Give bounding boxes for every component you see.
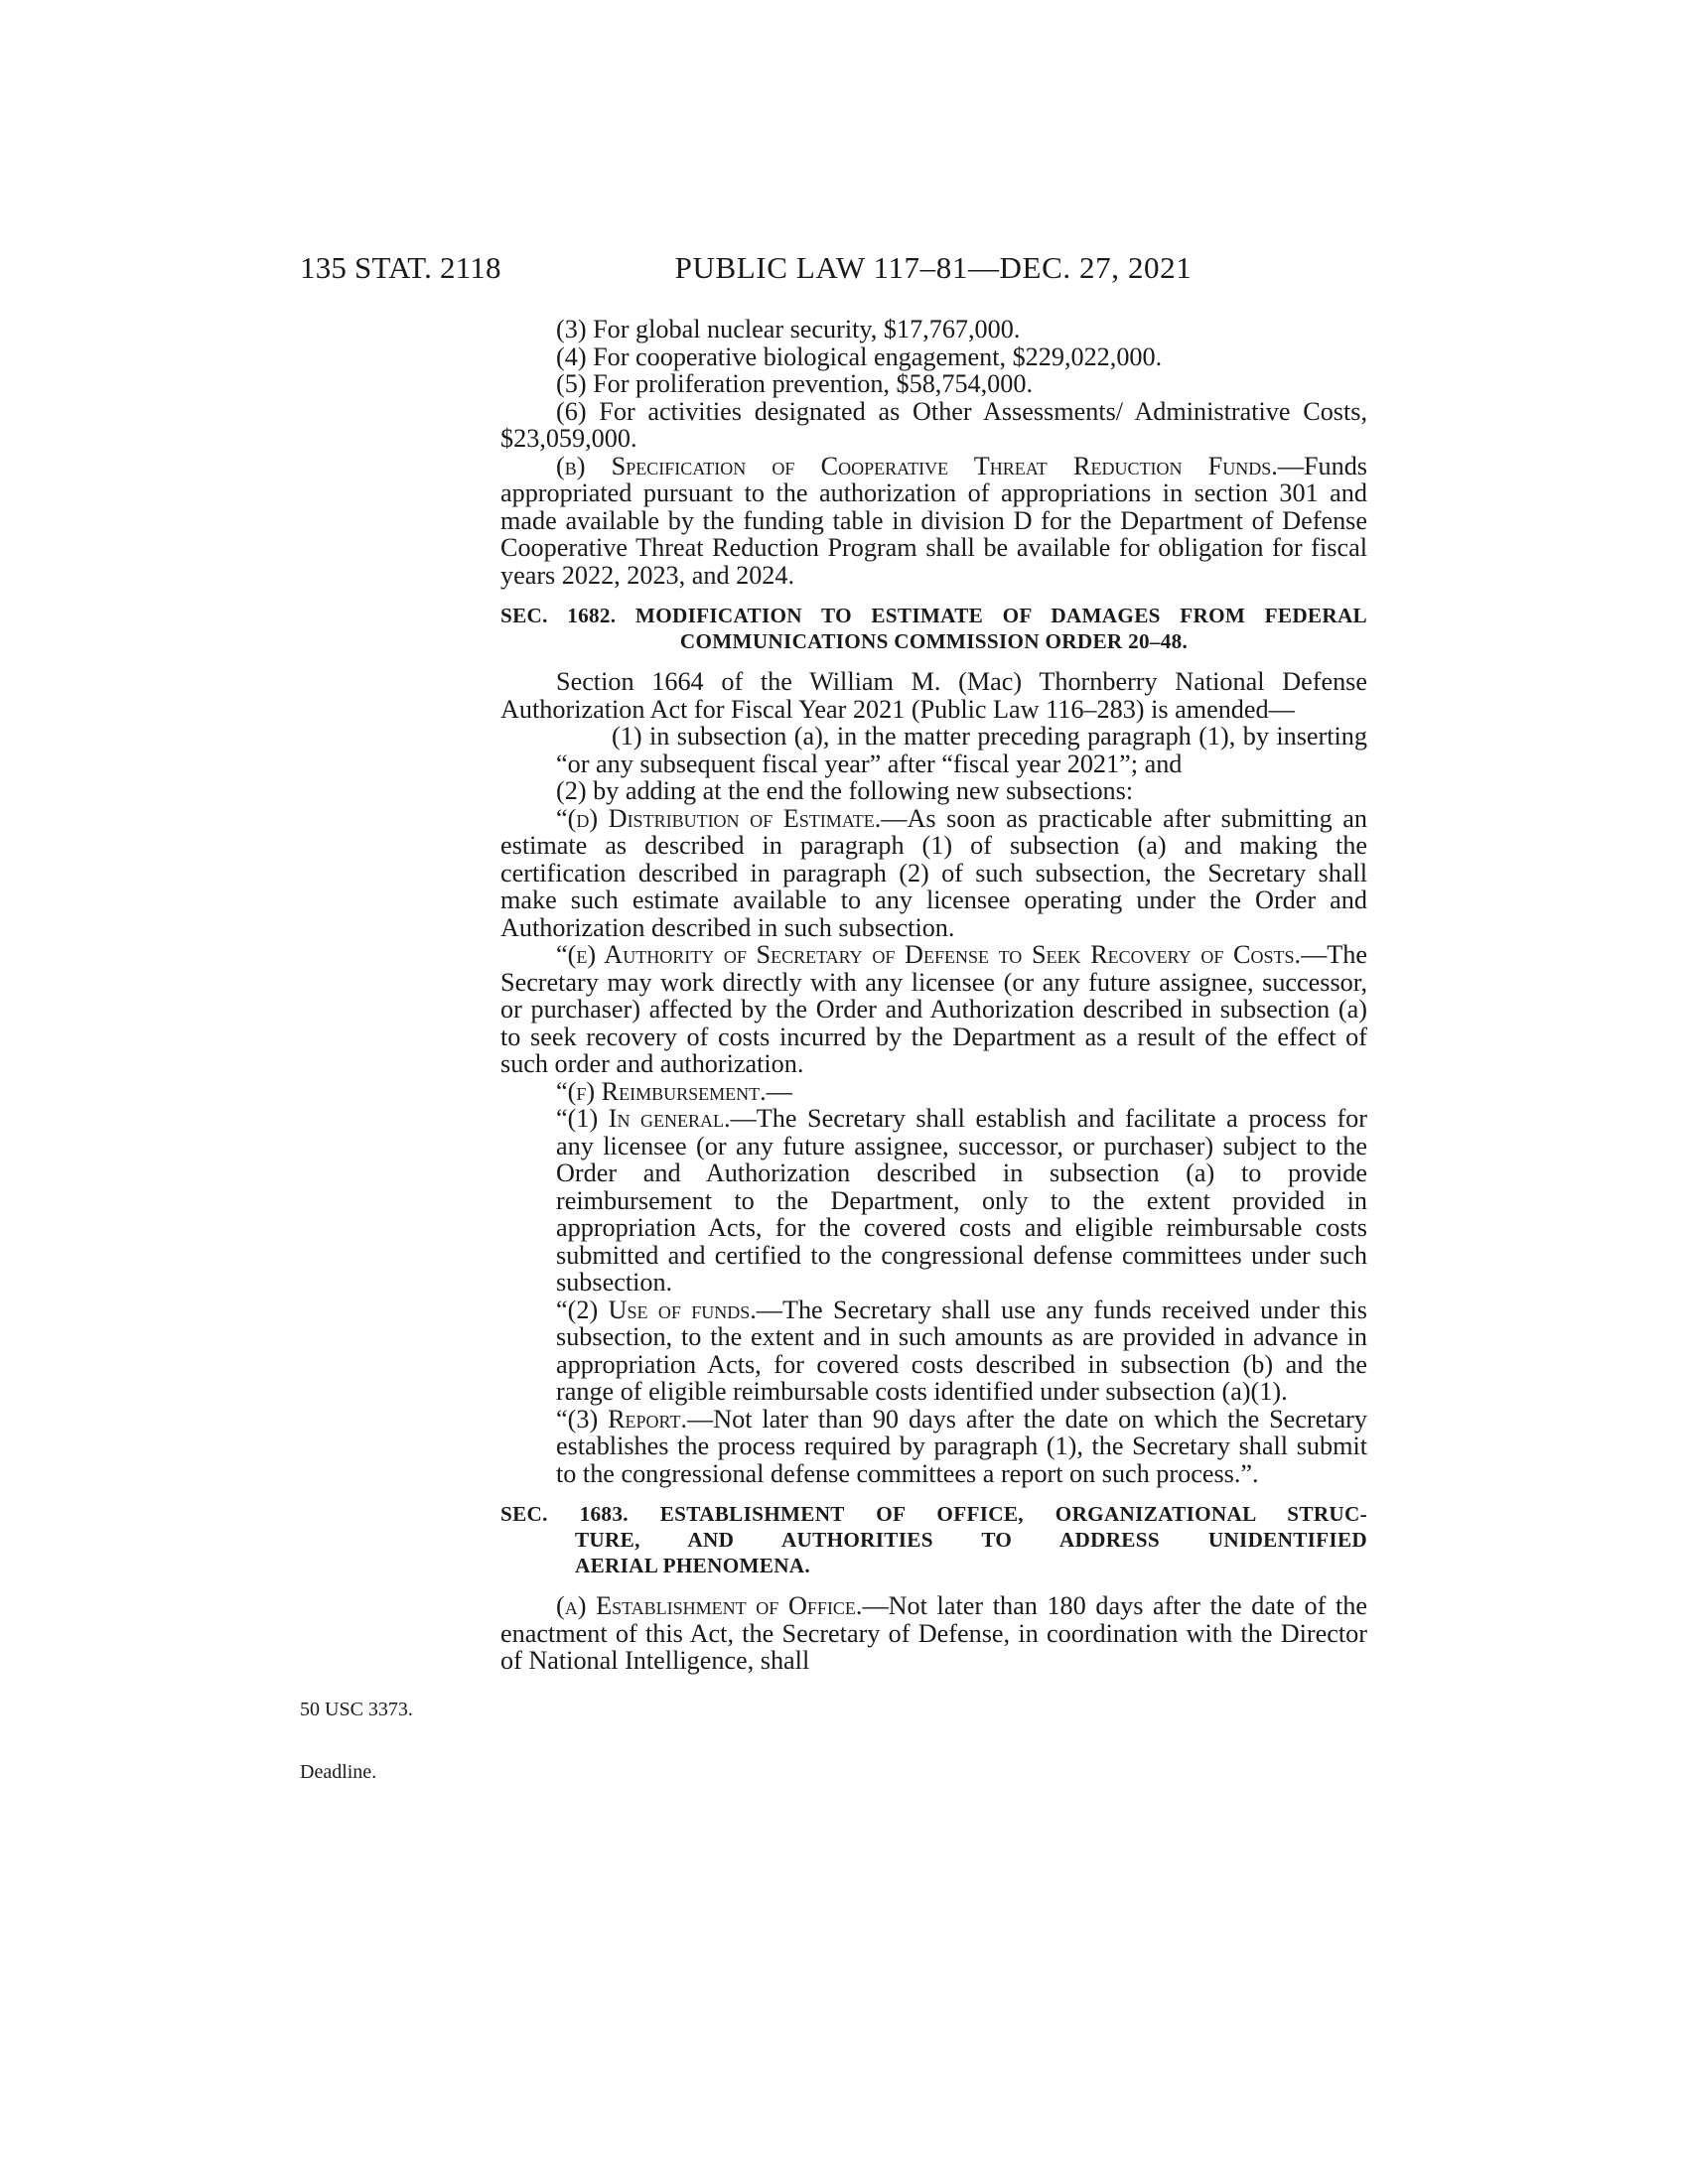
page-stat-citation: 135 STAT. 2118 [300, 250, 501, 285]
document-body [500, 316, 1367, 1675]
subsection-d-heading: “(d) Distribution of Estimate. [556, 803, 882, 833]
section-1683-heading-line1: SEC. 1683. ESTABLISHMENT OF OFFICE, ORGANIZATIONAL STRUC- [500, 1502, 1367, 1526]
subsection-d [500, 805, 1367, 942]
item-3: (3) For global nuclear security, $17,767,000. [556, 315, 1021, 343]
subsection-b-heading: (b) Specification of Cooperative Threat Reduction Funds. [556, 451, 1278, 480]
subsection-f-paragraphs [556, 1105, 1367, 1487]
section-1682-amendments [556, 723, 1367, 777]
paragraph-f1-heading: “(1) In general. [556, 1104, 731, 1133]
section-1683-subsection-a-heading: (a) Establishment of Office. [556, 1591, 863, 1620]
amendment-2: (2) by adding at the end the following new subsections: [556, 776, 1134, 805]
paragraph-f2-text: —The Secretary shall use any funds received under this subsection, to the extent and in such amounts as are provided in advance in appropriation Acts, for covered costs described in subsection (b) and the range of eligible reimbursable costs identified under subsection (a)(1). [556, 1295, 1367, 1406]
paragraph-f3-text: —Not later than 90 days after the date on which the Secretary establishes the process required by paragraph (1), the Secretary shall submit to the congressional defense committees a report on such process.”. [556, 1404, 1367, 1488]
section-1682-heading [500, 603, 1367, 654]
paragraph-f1 [556, 1105, 1367, 1297]
section-1683-subsection-a-text: —Not later than 180 days after the date of the enactment of this Act, the Secretary of Defense, in coordination with the Director of National Intelligence, shall [500, 1591, 1367, 1675]
section-1683-heading-line2: TURE, AND AUTHORITIES TO ADDRESS UNIDENTIFIED [575, 1528, 1367, 1552]
subsection-e-heading: “(e) Authority of Secretary of Defense to Seek Recovery of Costs. [556, 940, 1302, 969]
item-4: (4) For cooperative biological engagement, $229,022,000. [556, 341, 1163, 371]
subsection-b [500, 453, 1367, 590]
subsection-b-text: —Funds appropriated pursuant to the authorization of appropriations in section 301 and made available by the funding table in division D for the Department of Defense Cooperative Threat Reduction Program shall be available for obligation for fiscal years 2022, 2023, and 2024. [500, 451, 1367, 590]
page-running-title: PUBLIC LAW 117–81—DEC. 27, 2021 [674, 250, 1193, 285]
section-1683-heading [500, 1501, 1367, 1578]
item-5: (5) For proliferation prevention, $58,754,000. [556, 369, 1034, 398]
paragraph-f3 [556, 1406, 1367, 1488]
margin-note-usc: 50 USC 3373. [300, 1699, 413, 1720]
section-1682-heading-line1: SEC. 1682. MODIFICATION TO ESTIMATE OF DAMAGES FROM FEDERAL [500, 604, 1367, 627]
subsection-e-text: —The Secretary may work directly with any licensee (or any future assignee, successor, or purchaser) affected by the Order and Authorization described in subsection (a) to seek recovery of costs incurred by the Department as a result of the effect of such order and authorization. [500, 940, 1367, 1078]
subsection-f [500, 1078, 1367, 1106]
subsection-e [500, 941, 1367, 1078]
item-6: (6) For activities designated as Other Assessments/ Administrative Costs, $23,059,000. [500, 396, 1367, 453]
paragraph-f2 [556, 1297, 1367, 1406]
subsection-f-text: — [766, 1076, 792, 1106]
section-1682-heading-line2: COMMUNICATIONS COMMISSION ORDER 20–48. [679, 629, 1189, 653]
amendment-1: (1) in subsection (a), in the matter preceding paragraph (1), by inserting “or any subsequent fiscal year” after “fiscal year 2021”; and [556, 722, 1367, 778]
section-1683-heading-line3: AERIAL PHENOMENA. [575, 1554, 811, 1577]
paragraph-f3-heading: “(3) Report. [556, 1404, 688, 1433]
section-1683-subsection-a [500, 1592, 1367, 1675]
paragraph-f2-heading: “(2) Use of funds. [556, 1295, 757, 1324]
margin-note-deadline: Deadline. [300, 1761, 377, 1783]
paragraph-f1-text: —The Secretary shall establish and facilitate a process for any licensee (or any future assignee, successor, or purchaser) subject to the Order and Authorization described in subsection (a) to provide reimbursement to the Department, only to the extent provided in appropriation Acts, for the covered costs and eligible reimbursable costs submitted and certified to the congressional defense committees under such subsection. [556, 1104, 1367, 1297]
subsection-d-text: —As soon as practicable after submitting an estimate as described in paragraph (1) of subsection (a) and making the certification described in paragraph (2) of such subsection, the Secretary shall make such estimate available to any licensee operating under the Order and Authorization described in such subsection. [500, 803, 1367, 942]
section-1682-intro: Section 1664 of the William M. (Mac) Thornberry National Defense Authorization Act for Fiscal Year 2021 (Public Law 116–283) is amended— [500, 667, 1367, 724]
subsection-f-heading: “(f) Reimbursement. [556, 1076, 767, 1106]
